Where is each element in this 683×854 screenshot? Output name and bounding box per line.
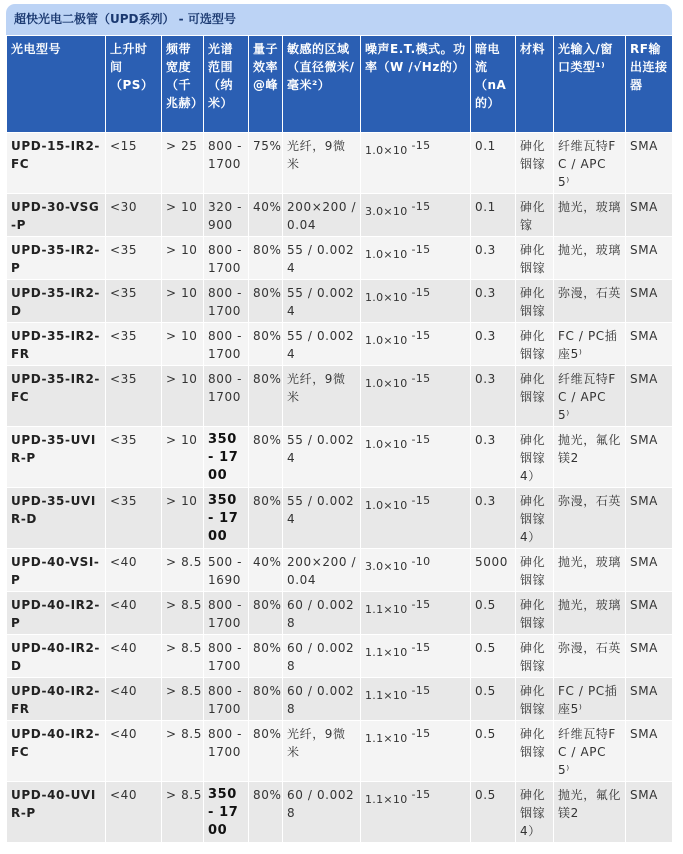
cell-rf: SMA xyxy=(626,133,673,194)
cell-qe: 75% xyxy=(249,133,283,194)
cell-rise: <40 xyxy=(106,635,162,678)
cell-bw: > 10 xyxy=(162,194,204,237)
cell-area: 55 / 0.0024 xyxy=(283,323,361,366)
cell-area: 60 / 0.0028 xyxy=(283,635,361,678)
table-row xyxy=(7,366,673,427)
table-row xyxy=(7,635,673,678)
cell-material: 砷化铟镓 xyxy=(516,721,554,782)
noise-exponent: -15 xyxy=(411,200,431,213)
noise-exponent: -15 xyxy=(411,329,431,342)
cell-model: UPD-40-UVIR-P xyxy=(7,782,106,843)
cell-rise: <40 xyxy=(106,678,162,721)
noise-base: 1.0×10 xyxy=(365,377,408,390)
models-table xyxy=(6,35,673,843)
cell-dark: 0.1 xyxy=(471,194,516,237)
cell-rise: <35 xyxy=(106,237,162,280)
cell-rise: <40 xyxy=(106,782,162,843)
cell-input: 纤维瓦特FC / APC 5⁾ xyxy=(554,366,626,427)
cell-dark: 0.3 xyxy=(471,488,516,549)
cell-dark: 0.5 xyxy=(471,721,516,782)
cell-bw: > 25 xyxy=(162,133,204,194)
cell-model: UPD-30-VSG-P xyxy=(7,194,106,237)
col-header-noise-power: 噪声E.T.模式。功率（W /√Hz的） xyxy=(361,36,471,133)
cell-rf: SMA xyxy=(626,721,673,782)
cell-range: 800 - 1700 xyxy=(204,635,249,678)
cell-rf: SMA xyxy=(626,678,673,721)
cell-bw: > 8.5 xyxy=(162,635,204,678)
cell-range: 350 - 1700 xyxy=(204,488,249,549)
cell-bw: > 10 xyxy=(162,366,204,427)
cell-rf: SMA xyxy=(626,488,673,549)
cell-rise: <35 xyxy=(106,427,162,488)
table-row xyxy=(7,427,673,488)
cell-qe: 80% xyxy=(249,635,283,678)
cell-noise xyxy=(361,782,471,843)
cell-range: 800 - 1700 xyxy=(204,133,249,194)
cell-range: 800 - 1700 xyxy=(204,323,249,366)
cell-qe: 80% xyxy=(249,427,283,488)
cell-area: 光纤，9微米 xyxy=(283,366,361,427)
cell-rf: SMA xyxy=(626,366,673,427)
cell-material: 砷化铟镓 xyxy=(516,678,554,721)
table-row xyxy=(7,323,673,366)
cell-dark: 0.1 xyxy=(471,133,516,194)
cell-area: 光纤，9微米 xyxy=(283,721,361,782)
cell-material: 砷化铟镓 xyxy=(516,280,554,323)
cell-bw: > 10 xyxy=(162,427,204,488)
cell-rf: SMA xyxy=(626,782,673,843)
cell-rf: SMA xyxy=(626,280,673,323)
cell-qe: 40% xyxy=(249,549,283,592)
cell-qe: 80% xyxy=(249,678,283,721)
cell-bw: > 8.5 xyxy=(162,549,204,592)
cell-dark: 0.5 xyxy=(471,592,516,635)
noise-exponent: -10 xyxy=(411,555,431,568)
noise-base: 1.0×10 xyxy=(365,499,408,512)
cell-dark: 0.3 xyxy=(471,427,516,488)
cell-material: 砷化铟镓4） xyxy=(516,488,554,549)
cell-noise xyxy=(361,488,471,549)
cell-input: FC / PC插座5⁾ xyxy=(554,678,626,721)
noise-exponent: -15 xyxy=(411,286,431,299)
cell-rise: <35 xyxy=(106,323,162,366)
col-header-input-type: 光输入/窗口类型¹⁾ xyxy=(554,36,626,133)
cell-qe: 80% xyxy=(249,280,283,323)
noise-base: 1.1×10 xyxy=(365,732,408,745)
cell-model: UPD-35-IR2-FR xyxy=(7,323,106,366)
cell-material: 砷化铟镓 xyxy=(516,592,554,635)
col-header-model: 光电型号 xyxy=(7,36,106,133)
noise-exponent: -15 xyxy=(411,139,431,152)
noise-base: 1.0×10 xyxy=(365,438,408,451)
cell-dark: 0.5 xyxy=(471,782,516,843)
noise-base: 1.1×10 xyxy=(365,646,408,659)
cell-rise: <35 xyxy=(106,488,162,549)
cell-rise: <15 xyxy=(106,133,162,194)
cell-bw: > 10 xyxy=(162,237,204,280)
cell-area: 200×200 / 0.04 xyxy=(283,194,361,237)
cell-rf: SMA xyxy=(626,592,673,635)
noise-base: 1.1×10 xyxy=(365,689,408,702)
cell-bw: > 8.5 xyxy=(162,592,204,635)
cell-range: 800 - 1700 xyxy=(204,592,249,635)
cell-model: UPD-40-VSI-P xyxy=(7,549,106,592)
cell-bw: > 10 xyxy=(162,323,204,366)
col-header-dark-current: 暗电流（nA的） xyxy=(471,36,516,133)
panel-title: 超快光电二极管（UPD系列） - 可选型号 xyxy=(6,4,672,35)
table-row xyxy=(7,280,673,323)
cell-area: 55 / 0.0024 xyxy=(283,488,361,549)
cell-input: 纤维瓦特FC / APC 5⁾ xyxy=(554,133,626,194)
table-row xyxy=(7,592,673,635)
cell-noise xyxy=(361,194,471,237)
noise-exponent: -15 xyxy=(411,727,431,740)
noise-exponent: -15 xyxy=(411,433,431,446)
cell-noise xyxy=(361,237,471,280)
cell-model: UPD-40-IR2-D xyxy=(7,635,106,678)
cell-dark: 0.3 xyxy=(471,280,516,323)
cell-qe: 40% xyxy=(249,194,283,237)
cell-area: 55 / 0.0024 xyxy=(283,237,361,280)
cell-input: 弥漫，石英 xyxy=(554,635,626,678)
cell-rf: SMA xyxy=(626,237,673,280)
cell-bw: > 8.5 xyxy=(162,678,204,721)
header-row xyxy=(7,36,673,133)
cell-qe: 80% xyxy=(249,488,283,549)
noise-exponent: -15 xyxy=(411,684,431,697)
noise-exponent: -15 xyxy=(411,598,431,611)
noise-exponent: -15 xyxy=(411,372,431,385)
cell-material: 砷化铟镓4） xyxy=(516,427,554,488)
table-row xyxy=(7,133,673,194)
cell-material: 砷化铟镓4） xyxy=(516,782,554,843)
cell-rf: SMA xyxy=(626,549,673,592)
cell-range: 320 - 900 xyxy=(204,194,249,237)
cell-input: 抛光，玻璃 xyxy=(554,592,626,635)
cell-bw: > 10 xyxy=(162,280,204,323)
product-panel xyxy=(6,4,672,843)
col-header-spectral-range: 光谱范围（纳米） xyxy=(204,36,249,133)
cell-model: UPD-35-IR2-D xyxy=(7,280,106,323)
cell-model: UPD-35-UVIR-D xyxy=(7,488,106,549)
cell-qe: 80% xyxy=(249,782,283,843)
col-header-quantum-efficiency: 量子效率@峰 xyxy=(249,36,283,133)
cell-input: 弥漫，石英 xyxy=(554,280,626,323)
col-header-material: 材料 xyxy=(516,36,554,133)
noise-base: 1.0×10 xyxy=(365,291,408,304)
cell-model: UPD-40-IR2-P xyxy=(7,592,106,635)
cell-noise xyxy=(361,427,471,488)
cell-input: 抛光，玻璃 xyxy=(554,194,626,237)
cell-area: 55 / 0.0024 xyxy=(283,427,361,488)
cell-input: 弥漫，石英 xyxy=(554,488,626,549)
cell-rf: SMA xyxy=(626,194,673,237)
cell-input: FC / PC插座5⁾ xyxy=(554,323,626,366)
noise-exponent: -15 xyxy=(411,243,431,256)
cell-noise xyxy=(361,366,471,427)
noise-base: 1.1×10 xyxy=(365,793,408,806)
table-row xyxy=(7,488,673,549)
cell-material: 砷化铟镓 xyxy=(516,133,554,194)
cell-material: 砷化镓 xyxy=(516,194,554,237)
cell-rf: SMA xyxy=(626,635,673,678)
cell-model: UPD-40-IR2-FR xyxy=(7,678,106,721)
col-header-bandwidth: 频带宽度（千兆赫） xyxy=(162,36,204,133)
cell-noise xyxy=(361,280,471,323)
cell-area: 200×200 / 0.04 xyxy=(283,549,361,592)
noise-base: 1.0×10 xyxy=(365,248,408,261)
cell-material: 砷化铟镓 xyxy=(516,549,554,592)
cell-dark: 0.3 xyxy=(471,237,516,280)
cell-bw: > 8.5 xyxy=(162,721,204,782)
noise-base: 3.0×10 xyxy=(365,205,408,218)
cell-rise: <30 xyxy=(106,194,162,237)
cell-model: UPD-15-IR2-FC xyxy=(7,133,106,194)
cell-bw: > 10 xyxy=(162,488,204,549)
col-header-rise-time: 上升时间（PS） xyxy=(106,36,162,133)
cell-rf: SMA xyxy=(626,427,673,488)
cell-rise: <40 xyxy=(106,721,162,782)
cell-noise xyxy=(361,323,471,366)
cell-rise: <40 xyxy=(106,592,162,635)
table-row xyxy=(7,782,673,843)
table-row xyxy=(7,678,673,721)
table-row xyxy=(7,549,673,592)
col-header-rf-connector: RF输出连接器 xyxy=(626,36,673,133)
cell-rise: <35 xyxy=(106,280,162,323)
cell-input: 抛光，氟化镁2 xyxy=(554,427,626,488)
cell-noise xyxy=(361,678,471,721)
cell-dark: 0.5 xyxy=(471,678,516,721)
cell-area: 60 / 0.0028 xyxy=(283,782,361,843)
cell-input: 纤维瓦特FC / APC 5⁾ xyxy=(554,721,626,782)
cell-dark: 0.3 xyxy=(471,323,516,366)
cell-material: 砷化铟镓 xyxy=(516,635,554,678)
cell-qe: 80% xyxy=(249,721,283,782)
cell-input: 抛光，氟化镁2 xyxy=(554,782,626,843)
noise-base: 1.0×10 xyxy=(365,144,408,157)
cell-range: 350 - 1700 xyxy=(204,427,249,488)
cell-input: 抛光，玻璃 xyxy=(554,237,626,280)
cell-dark: 0.3 xyxy=(471,366,516,427)
cell-model: UPD-40-IR2-FC xyxy=(7,721,106,782)
cell-noise xyxy=(361,549,471,592)
cell-dark: 0.5 xyxy=(471,635,516,678)
cell-range: 800 - 1700 xyxy=(204,366,249,427)
cell-area: 55 / 0.0024 xyxy=(283,280,361,323)
cell-area: 光纤，9微米 xyxy=(283,133,361,194)
cell-model: UPD-35-IR2-P xyxy=(7,237,106,280)
col-header-sensitive-area: 敏感的区域（直径微米/毫米²） xyxy=(283,36,361,133)
cell-dark: 5000 xyxy=(471,549,516,592)
cell-material: 砷化铟镓 xyxy=(516,366,554,427)
cell-rise: <40 xyxy=(106,549,162,592)
cell-qe: 80% xyxy=(249,366,283,427)
cell-material: 砷化铟镓 xyxy=(516,237,554,280)
noise-exponent: -15 xyxy=(411,788,431,801)
cell-material: 砷化铟镓 xyxy=(516,323,554,366)
noise-base: 3.0×10 xyxy=(365,560,408,573)
cell-rf: SMA xyxy=(626,323,673,366)
cell-model: UPD-35-IR2-FC xyxy=(7,366,106,427)
cell-area: 60 / 0.0028 xyxy=(283,592,361,635)
noise-exponent: -15 xyxy=(411,641,431,654)
table-row xyxy=(7,721,673,782)
cell-noise xyxy=(361,592,471,635)
cell-noise xyxy=(361,721,471,782)
cell-range: 800 - 1700 xyxy=(204,280,249,323)
noise-base: 1.1×10 xyxy=(365,603,408,616)
cell-area: 60 / 0.0028 xyxy=(283,678,361,721)
cell-noise xyxy=(361,635,471,678)
cell-range: 800 - 1700 xyxy=(204,721,249,782)
cell-qe: 80% xyxy=(249,237,283,280)
cell-qe: 80% xyxy=(249,323,283,366)
table-row xyxy=(7,237,673,280)
cell-range: 800 - 1700 xyxy=(204,237,249,280)
cell-range: 800 - 1700 xyxy=(204,678,249,721)
cell-rise: <35 xyxy=(106,366,162,427)
cell-input: 抛光，玻璃 xyxy=(554,549,626,592)
cell-bw: > 8.5 xyxy=(162,782,204,843)
cell-range: 500 - 1690 xyxy=(204,549,249,592)
noise-base: 1.0×10 xyxy=(365,334,408,347)
cell-model: UPD-35-UVIR-P xyxy=(7,427,106,488)
cell-noise xyxy=(361,133,471,194)
cell-qe: 80% xyxy=(249,592,283,635)
table-row xyxy=(7,194,673,237)
cell-range: 350 - 1700 xyxy=(204,782,249,843)
noise-exponent: -15 xyxy=(411,494,431,507)
